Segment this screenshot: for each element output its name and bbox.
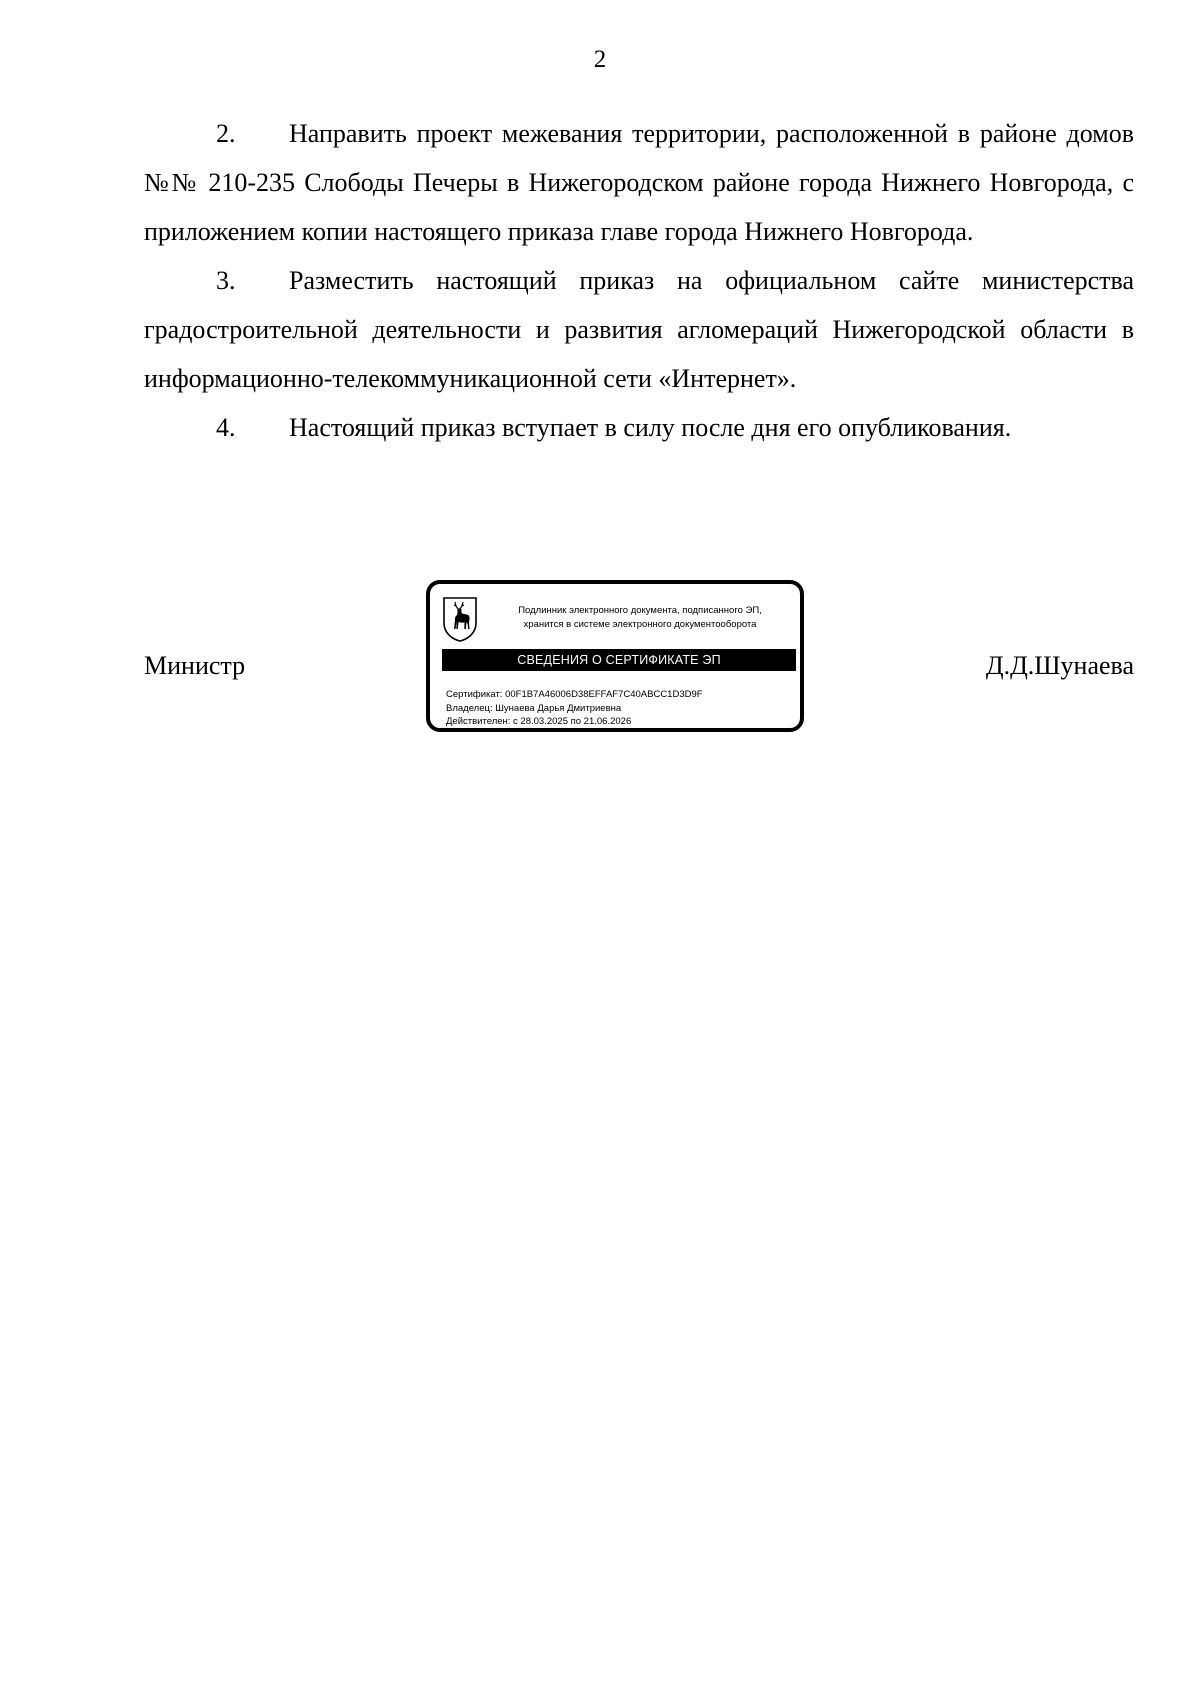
- page-number: 2: [593, 46, 607, 73]
- paragraph-2: [144, 109, 1134, 256]
- coat-of-arms-icon: [442, 596, 478, 642]
- paragraph-4: [144, 403, 1134, 452]
- certificate-owner: Владелец: Шунаева Дарья Дмитриевна: [446, 702, 622, 714]
- signer-name: Д.Д.Шунаева: [985, 651, 1134, 680]
- paragraph-number: 2.: [216, 119, 236, 148]
- stamp-notice-line: Подлинник электронного документа, подписанного ЭП,: [518, 605, 762, 616]
- certificate-details: [446, 688, 703, 729]
- signature-block: [144, 580, 1134, 742]
- paragraph-3: [144, 256, 1134, 403]
- paragraph-number: 3.: [216, 266, 236, 295]
- stamp-header: СВЕДЕНИЯ О СЕРТИФИКАТЕ ЭП: [442, 649, 796, 671]
- stamp-notice-line: хранится в системе электронного документооборота: [523, 619, 757, 630]
- document-body: [144, 109, 1134, 452]
- signer-position: Министр: [144, 651, 246, 680]
- certificate-validity: Действителен: с 28.03.2025 по 21.06.2026: [446, 716, 632, 727]
- certificate-number: Сертификат: 00F1B7A46006D38EFFAF7C40ABCC1D3D9F: [446, 689, 703, 700]
- electronic-signature-stamp: [426, 580, 804, 732]
- paragraph-text: Направить проект межевания территории, расположенной в районе домов №№ 210-235 Слободы Печеры в Нижегородском районе города Нижнего Новгорода, с приложением копии настоящего приказа главе города Нижнего Новгорода.: [144, 119, 1134, 246]
- stamp-notice: [488, 604, 792, 632]
- paragraph-text: Настоящий приказ вступает в силу после дня его опубликования.: [289, 413, 1012, 442]
- paragraph-text: Разместить настоящий приказ на официальном сайте министерства градостроительной деятельности и развития агломераций Нижегородской области в информационно-телекоммуникационной сети «Интернет».: [144, 266, 1134, 393]
- paragraph-number: 4.: [216, 413, 236, 442]
